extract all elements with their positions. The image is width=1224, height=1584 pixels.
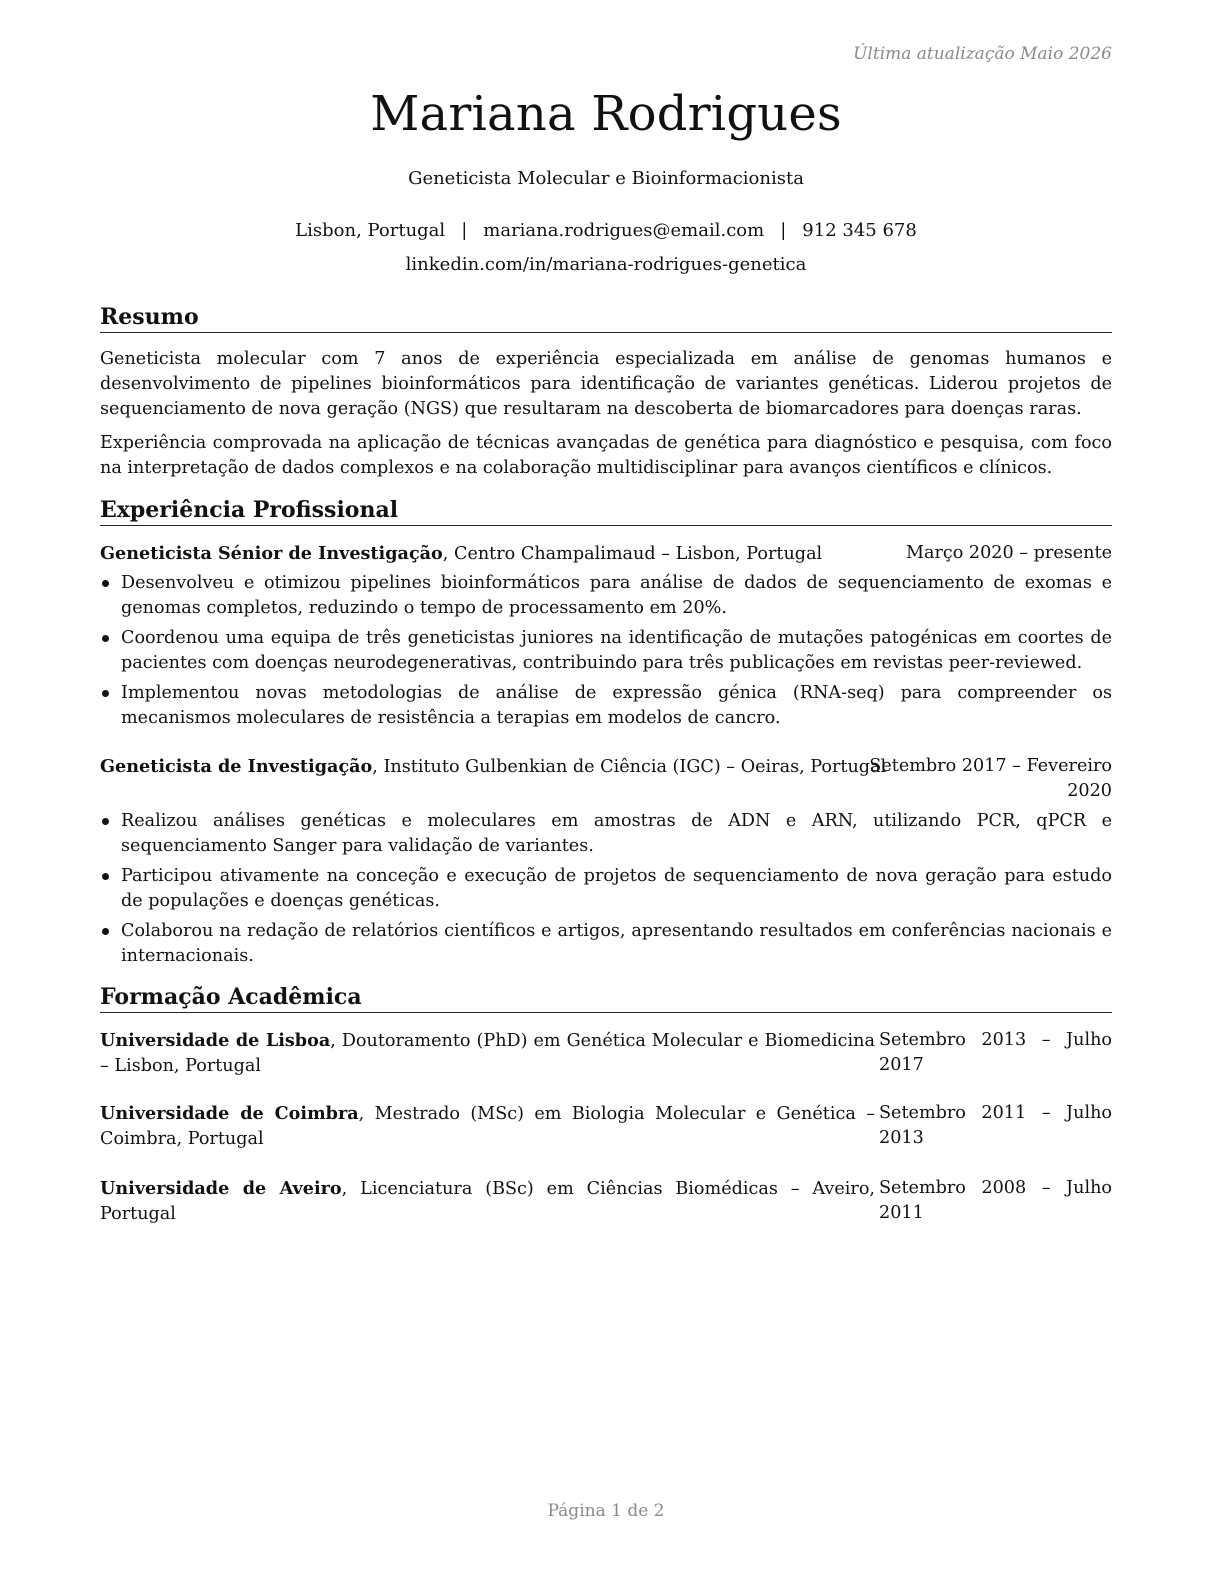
education-degree: , Mestrado (MSc) em Biologia Molecular e Genética – Coimbra, Portugal — [100, 1104, 875, 1149]
education-detail — [100, 1176, 875, 1227]
bullet-icon — [102, 873, 109, 880]
job-dates: Março 2020 – presente — [905, 543, 1112, 563]
section-title-summary: Resumo — [100, 304, 1112, 333]
bullet-text: Colaborou na redação de relatórios científicos e artigos, apresentando resultados em conferências nacionais e internacionais. — [121, 921, 1112, 966]
bullet-text: Participou ativamente na conceção e execução de projetos de sequenciamento de nova geração para estudo de populações e doenças genéticas. — [121, 866, 1112, 911]
bullet-text: Implementou novas metodologias de análise de expressão génica (RNA-seq) para compreender os mecanismos moleculares de resistência a terapias em modelos de cancro. — [121, 683, 1112, 728]
job-header — [100, 541, 1112, 566]
list-item — [100, 864, 1112, 914]
job-dates-line: 2020 — [1067, 781, 1112, 801]
job-bullet-list — [100, 809, 1112, 974]
section-title-experience: Experiência Profissional — [100, 497, 1112, 526]
last-updated-note: Última atualização Maio 2026 — [853, 44, 1112, 64]
education-dates — [879, 1101, 1112, 1151]
education-school: Universidade de Coimbra — [100, 1103, 359, 1124]
contact-phone[interactable]: 912 345 678 — [802, 220, 917, 241]
education-school: Universidade de Lisboa — [100, 1030, 331, 1051]
education-dates-line: 2017 — [879, 1055, 924, 1075]
education-school: Universidade de Aveiro — [100, 1178, 342, 1199]
contact-linkedin[interactable]: linkedin.com/in/mariana-rodrigues-genetica — [405, 254, 807, 275]
contact-line — [100, 220, 1112, 241]
list-item — [100, 571, 1112, 621]
education-entry — [100, 1028, 1112, 1078]
education-dates-line: Setembro 2008 – Julho — [879, 1178, 1112, 1198]
job-role: Geneticista de Investigação — [100, 756, 373, 777]
education-detail — [100, 1101, 875, 1152]
education-detail — [100, 1028, 875, 1079]
list-item — [100, 626, 1112, 676]
bullet-icon — [102, 818, 109, 825]
candidate-name: Mariana Rodrigues — [370, 86, 842, 142]
job-title-line — [100, 754, 886, 780]
bullet-text: Coordenou uma equipa de três geneticistas juniores na identificação de mutações patogénicas em coortes de pacientes com doenças neurodegenerativas, contribuindo para três publicações em revistas peer-reviewed. — [121, 628, 1112, 673]
education-dates-line: Setembro 2013 – Julho — [879, 1030, 1112, 1050]
bullet-text: Realizou análises genéticas e moleculares em amostras de ADN e ARN, utilizando PCR, qPCR e sequenciamento Sanger para validação de variantes. — [121, 811, 1112, 856]
bullet-icon — [102, 580, 109, 587]
page-indicator: Página 1 de 2 — [547, 1501, 665, 1521]
job-role: Geneticista Sénior de Investigação — [100, 543, 443, 564]
education-dates — [879, 1176, 1112, 1226]
bullet-icon — [102, 928, 109, 935]
list-item — [100, 919, 1112, 969]
contact-email[interactable]: mariana.rodrigues@email.com — [483, 220, 765, 241]
education-entry — [100, 1101, 1112, 1151]
job-header — [100, 754, 1112, 804]
job-organization: , Centro Champalimaud – Lisbon, Portugal — [442, 544, 823, 564]
section-title-education: Formação Acadêmica — [100, 984, 1112, 1013]
job-organization: , Instituto Gulbenkian de Ciência (IGC) – Oeiras, Portugal — [372, 757, 887, 777]
education-degree: , Licenciatura (BSc) em Ciências Biomédicas – Aveiro, Portugal — [100, 1179, 875, 1224]
resume-page — [100, 0, 1112, 1584]
education-dates-line: Setembro 2011 – Julho — [879, 1103, 1112, 1123]
bullet-icon — [102, 690, 109, 697]
education-degree: , Doutoramento (PhD) em Genética Molecular e Biomedicina – Lisbon, Portugal — [100, 1031, 875, 1076]
candidate-tagline: Geneticista Molecular e Bioinformacionista — [408, 168, 804, 189]
job-dates — [869, 754, 1112, 804]
job-title-line — [100, 541, 822, 567]
education-dates — [879, 1028, 1112, 1078]
contact-separator: | — [780, 220, 787, 241]
contact-separator: | — [461, 220, 468, 241]
summary-paragraph: Geneticista molecular com 7 anos de experiência especializada em análise de genomas humanos e desenvolvimento de pipelines bioinformáticos para identificação de variantes genéticas. Liderou projetos de sequenciamento de nova geração (NGS) que resultaram na descoberta de biomarcadores para doenças raras. — [100, 349, 1112, 419]
education-dates-line: 2011 — [879, 1203, 924, 1223]
job-bullet-list — [100, 571, 1112, 736]
contact-location: Lisbon, Portugal — [295, 220, 446, 241]
list-item — [100, 681, 1112, 731]
bullet-text: Desenvolveu e otimizou pipelines bioinformáticos para análise de dados de sequenciamento de exomas e genomas completos, reduzindo o tempo de processamento em 20%. — [121, 573, 1112, 618]
bullet-icon — [102, 635, 109, 642]
job-dates-line: Setembro 2017 – Fevereiro — [869, 756, 1112, 776]
summary-paragraph: Experiência comprovada na aplicação de técnicas avançadas de genética para diagnóstico e pesquisa, com foco na interpretação de dados complexos e na colaboração multidisciplinar para avanços científicos e clínicos. — [100, 433, 1112, 478]
education-dates-line: 2013 — [879, 1128, 924, 1148]
list-item — [100, 809, 1112, 859]
education-entry — [100, 1176, 1112, 1226]
